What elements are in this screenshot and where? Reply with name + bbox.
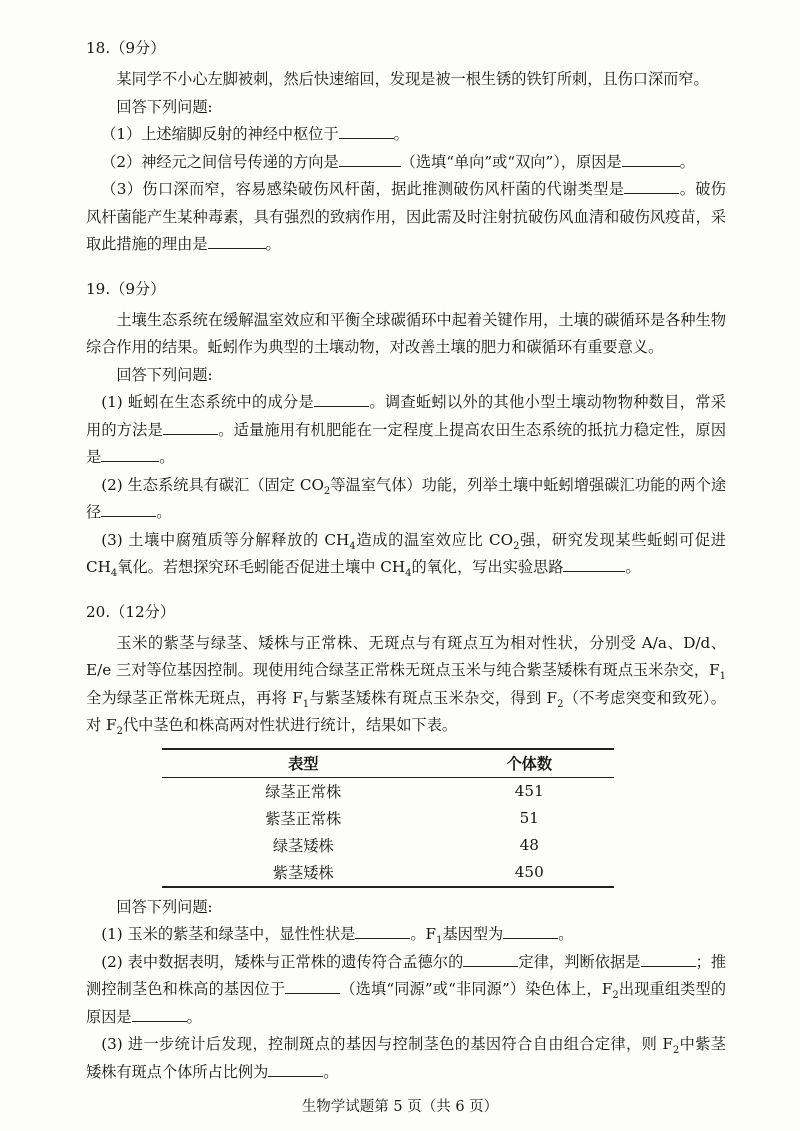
page-footer: 生物学试题第 5 页（共 6 页） <box>301 1099 499 1115</box>
question-18 <box>86 36 726 259</box>
question-19-part-3: (3) 土壤中腐殖质等分解释放的 $CH_4$造成的温室效应比 $CO_2$强，研究发现某些蚯蚓可促进 $CH_4$氧化。若想探究环毛蚓能否促进土壤中 $CH_4$的氧化，写出实验思路 。 <box>86 530 726 580</box>
answer-prompt: 回答下列问题: <box>116 365 213 384</box>
answer-blank[interactable] <box>314 391 369 407</box>
answer-blank[interactable] <box>503 923 558 939</box>
table-row <box>162 832 614 859</box>
exam-page <box>86 36 726 1086</box>
question-19-part-2: (2) 生态系统具有碳汇（固定 $CO_2$等温室气体）功能，列举土壤中蚯蚓增强碳汇功能的两个途径 。 <box>86 475 727 521</box>
question-20-intro: 玉米的紫茎与绿茎、矮株与正常株、无斑点与有斑点互为相对性状，分别受 A/a、D/d、E/e 三对等位基因控制。现使用纯合绿茎正常株无斑点玉米与纯合紫茎矮株有斑点玉米杂交，$F_1$全为绿茎正常株无斑点，再将 $F_1$与紫茎矮株有斑点玉米杂交，得到 $F_2$（不考虑突变和致死）。对 $F_2$代中茎色和株高两对性状进行统计，结果如下表。 <box>86 633 726 738</box>
answer-prompt: 回答下列问题: <box>116 897 213 916</box>
table-row <box>162 805 614 832</box>
answer-blank[interactable] <box>163 418 218 434</box>
question-18-part-1: （1）上述缩脚反射的神经中枢位于 。 <box>86 121 726 149</box>
phenotype-cell: 紫茎正常株 <box>265 809 342 828</box>
answer-blank[interactable] <box>355 923 410 939</box>
question-19-intro: 土壤生态系统在缓解温室效应和平衡全球碳循环中起着关键作用，土壤的碳循环是各种生物综合作用的结果。蚯蚓作为典型的土壤动物，对改善土壤的肥力和碳循环有重要意义。 <box>86 310 726 356</box>
answer-prompt: 回答下列问题: <box>116 97 213 116</box>
question-20 <box>86 600 726 1087</box>
question-19-part-1: (1) 蚯蚓在生态系统中的成分是 。调查蚯蚓以外的其他小型土壤动物物种数目，常采用的方法是 。适量施用有机肥能在一定程度上提高农田生态系统的抵抗力稳定性，原因是 。 <box>86 389 726 472</box>
table-row <box>162 859 614 887</box>
question-20-header: 20.（12分） <box>86 602 176 621</box>
question-18-header: 18.（9分） <box>86 39 166 57</box>
count-cell: 451 <box>514 782 544 800</box>
question-20-part-3: (3) 进一步统计后发现，控制斑点的基因与控制茎色的基因符合自由组合定律，则 $F_2$中紫茎矮株有斑点个体所占比例为 。 <box>86 1035 726 1081</box>
question-19-header: 19.（9分） <box>86 279 166 298</box>
count-cell: 48 <box>519 836 539 854</box>
question-19 <box>86 277 726 582</box>
answer-blank[interactable] <box>101 446 159 462</box>
question-18-part-3: （3）伤口深而窄，容易感染破伤风杆菌，据此推测破伤风杆菌的代谢类型是 。破伤风杆菌能产生某种毒素，具有强烈的致病作用，因此需及时注射抗破伤风血清和破伤风疫苗，采取此措施的理由是 。 <box>86 176 726 259</box>
answer-blank[interactable] <box>339 150 401 166</box>
answer-blank[interactable] <box>641 950 696 966</box>
answer-blank[interactable] <box>101 501 156 517</box>
phenotype-cell: 紫茎矮株 <box>272 863 334 882</box>
question-20-part-1: (1) 玉米的紫茎和绿茎中，显性性状是 。$F_1$基因型为 。 <box>86 921 726 949</box>
answer-blank[interactable] <box>624 178 679 194</box>
answer-blank[interactable] <box>268 1060 323 1076</box>
question-18-part-2: （2）神经元之间信号传递的方向是 （选填“单向”或“双向”），原因是 。 <box>86 149 726 177</box>
question-18-intro: 某同学不小心左脚被刺，然后快速缩回，发现是被一根生锈的铁钉所刺，且伤口深而窄。 <box>116 70 709 88</box>
answer-blank[interactable] <box>463 950 518 966</box>
count-cell: 51 <box>519 809 539 827</box>
count-cell: 450 <box>514 863 544 881</box>
answer-blank[interactable] <box>132 1005 187 1021</box>
answer-blank[interactable] <box>285 978 340 994</box>
table-header-row <box>162 749 614 778</box>
phenotype-cell: 绿茎正常株 <box>265 782 342 801</box>
phenotype-cell: 绿茎矮株 <box>272 836 334 855</box>
answer-blank[interactable] <box>622 150 680 166</box>
answer-blank[interactable] <box>208 233 266 249</box>
question-20-part-2: (2) 表中数据表明，矮株与正常株的遗传符合孟德尔的 定律，判断依据是 ；推测控制茎色和株高的基因位于 （选填“同源”或“非同源”）染色体上，$F_2$出现重组类型的原因是 。 <box>86 949 726 1032</box>
column-header-count: 个体数 <box>506 754 553 773</box>
column-header-phenotype: 表型 <box>288 754 319 773</box>
answer-blank[interactable] <box>339 123 394 139</box>
results-table <box>162 748 614 888</box>
answer-blank[interactable] <box>563 556 625 572</box>
table-row <box>162 777 614 805</box>
